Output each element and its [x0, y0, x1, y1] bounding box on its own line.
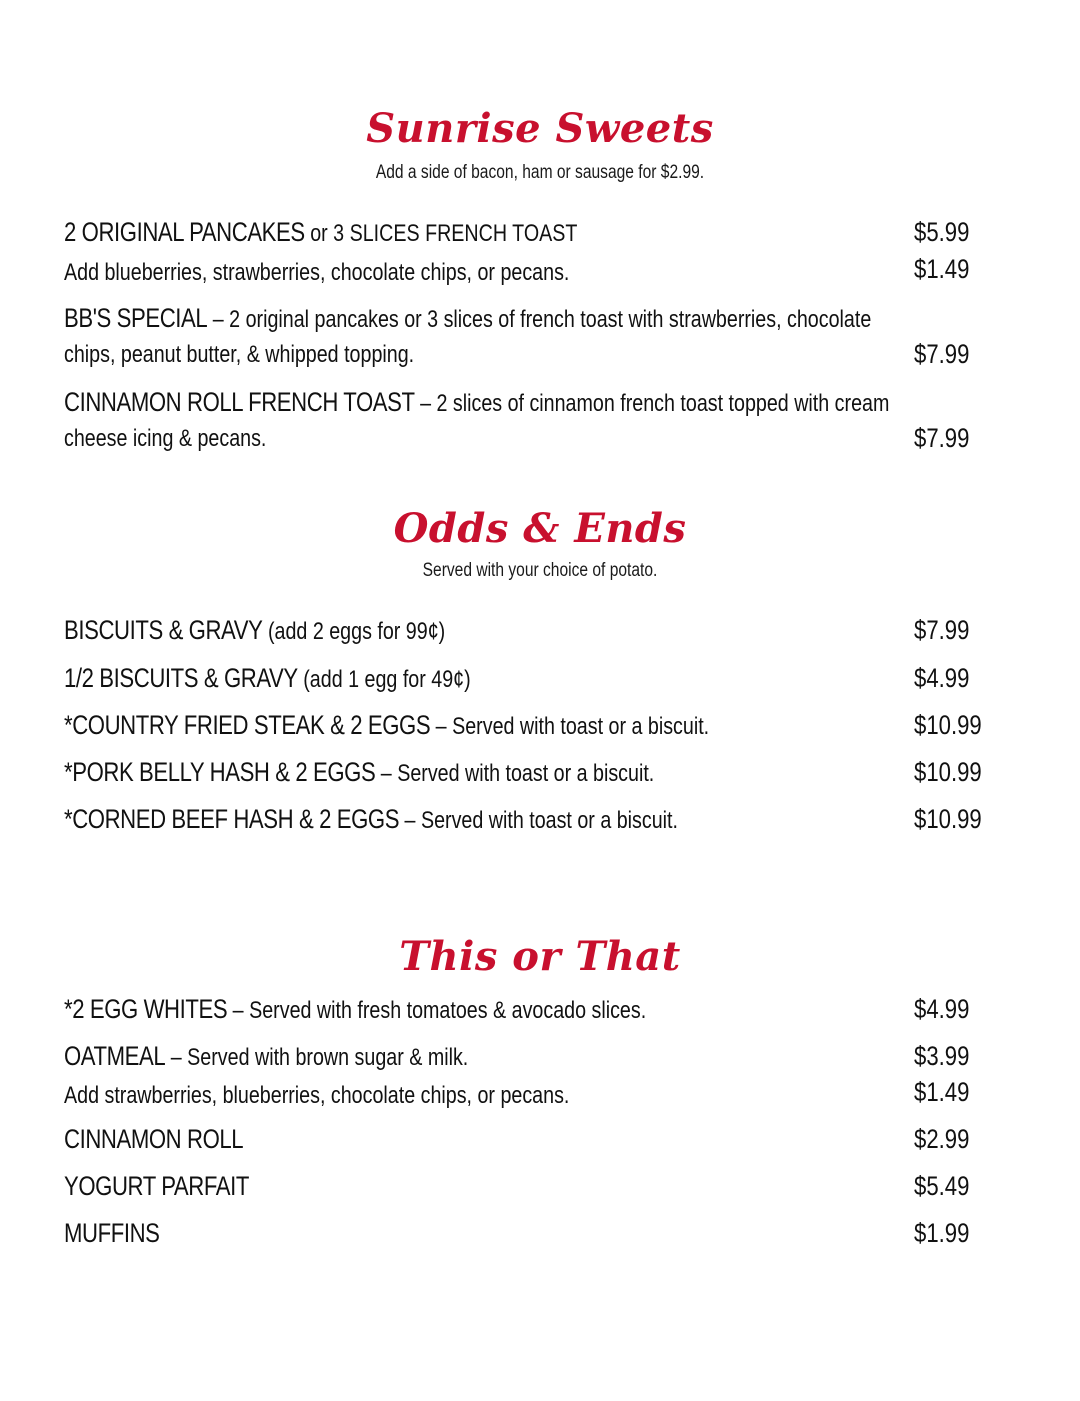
item-name: MUFFINS: [64, 1218, 160, 1248]
item-price: $4.99: [914, 994, 970, 1024]
item-desc: Add strawberries, blueberries, chocolate chips, or pecans.: [64, 1082, 570, 1109]
menu-item: [64, 300, 872, 338]
item-price: $1.49: [914, 1077, 970, 1107]
item-desc: – Served with fresh tomatoes & avocado slices.: [227, 997, 647, 1024]
item-price: $1.49: [914, 254, 970, 284]
menu-item-addon: [64, 1077, 720, 1114]
item-desc: – 2 slices of cinnamon french toast topped with cream: [414, 390, 890, 417]
menu-item: [64, 1038, 720, 1076]
menu-item: [64, 214, 720, 252]
menu-item: [64, 660, 720, 698]
item-price: $7.99: [914, 615, 970, 645]
item-name: BB'S SPECIAL: [64, 303, 208, 333]
menu-item: [64, 801, 720, 839]
item-desc: chips, peanut butter, & whipped topping.: [64, 341, 415, 368]
section-title-sunrise-sweets: Sunrise Sweets: [366, 105, 714, 152]
menu-item-addon: [64, 254, 720, 291]
menu-item: [64, 754, 720, 792]
menu-item: [64, 1168, 720, 1205]
item-name: *CORNED BEEF HASH & 2 EGGS: [64, 804, 400, 834]
menu-item: [64, 1121, 720, 1158]
section-title-this-or-that: This or That: [399, 933, 681, 980]
item-name: BISCUITS & GRAVY: [64, 615, 263, 645]
item-desc: cheese icing & pecans.: [64, 425, 267, 452]
item-desc: Add blueberries, strawberries, chocolate chips, or pecans.: [64, 259, 570, 286]
item-name: CINNAMON ROLL FRENCH TOAST: [64, 387, 415, 417]
section-title-odds-ends: Odds & Ends: [393, 505, 687, 552]
item-desc: – 2 original pancakes or 3 slices of french toast with strawberries, chocolate: [207, 306, 872, 333]
menu-item: [64, 612, 720, 650]
item-desc: (add 1 egg for 49¢): [297, 666, 471, 693]
item-name: *COUNTRY FRIED STEAK & 2 EGGS: [64, 710, 431, 740]
item-name: CINNAMON ROLL: [64, 1124, 244, 1154]
item-name: *2 EGG WHITES: [64, 994, 228, 1024]
section-subtitle-sunrise-sweets: Add a side of bacon, ham or sausage for $2.99.: [375, 162, 705, 183]
menu-item: [64, 991, 720, 1029]
item-price: $2.99: [914, 1124, 970, 1154]
item-desc: – Served with toast or a biscuit.: [430, 713, 710, 740]
item-price: $7.99: [914, 423, 970, 453]
item-desc: – Served with toast or a biscuit.: [375, 760, 655, 787]
item-price: $10.99: [914, 804, 982, 834]
item-name: YOGURT PARFAIT: [64, 1171, 249, 1201]
section-subtitle-odds-ends: Served with your choice of potato.: [422, 560, 658, 581]
item-desc: – Served with brown sugar & milk.: [165, 1044, 469, 1071]
item-price: $5.99: [914, 217, 970, 247]
item-name: 2 ORIGINAL PANCAKES: [64, 217, 305, 247]
menu-item: [64, 384, 890, 422]
item-name: OATMEAL: [64, 1041, 166, 1071]
item-price: $10.99: [914, 757, 982, 787]
item-name: 1/2 BISCUITS & GRAVY: [64, 663, 298, 693]
item-desc: – Served with toast or a biscuit.: [399, 807, 679, 834]
menu-item-desc-cont: [64, 420, 720, 457]
item-desc: or 3 SLICES FRENCH TOAST: [304, 220, 578, 247]
item-price: $3.99: [914, 1041, 970, 1071]
item-price: $1.99: [914, 1218, 970, 1248]
menu-item: [64, 1215, 720, 1252]
item-name: *PORK BELLY HASH & 2 EGGS: [64, 757, 376, 787]
menu-item: [64, 707, 720, 745]
menu-item-desc-cont: [64, 336, 720, 373]
item-price: $7.99: [914, 339, 970, 369]
item-price: $5.49: [914, 1171, 970, 1201]
item-price: $4.99: [914, 663, 970, 693]
item-desc: (add 2 eggs for 99¢): [262, 618, 446, 645]
item-price: $10.99: [914, 710, 982, 740]
